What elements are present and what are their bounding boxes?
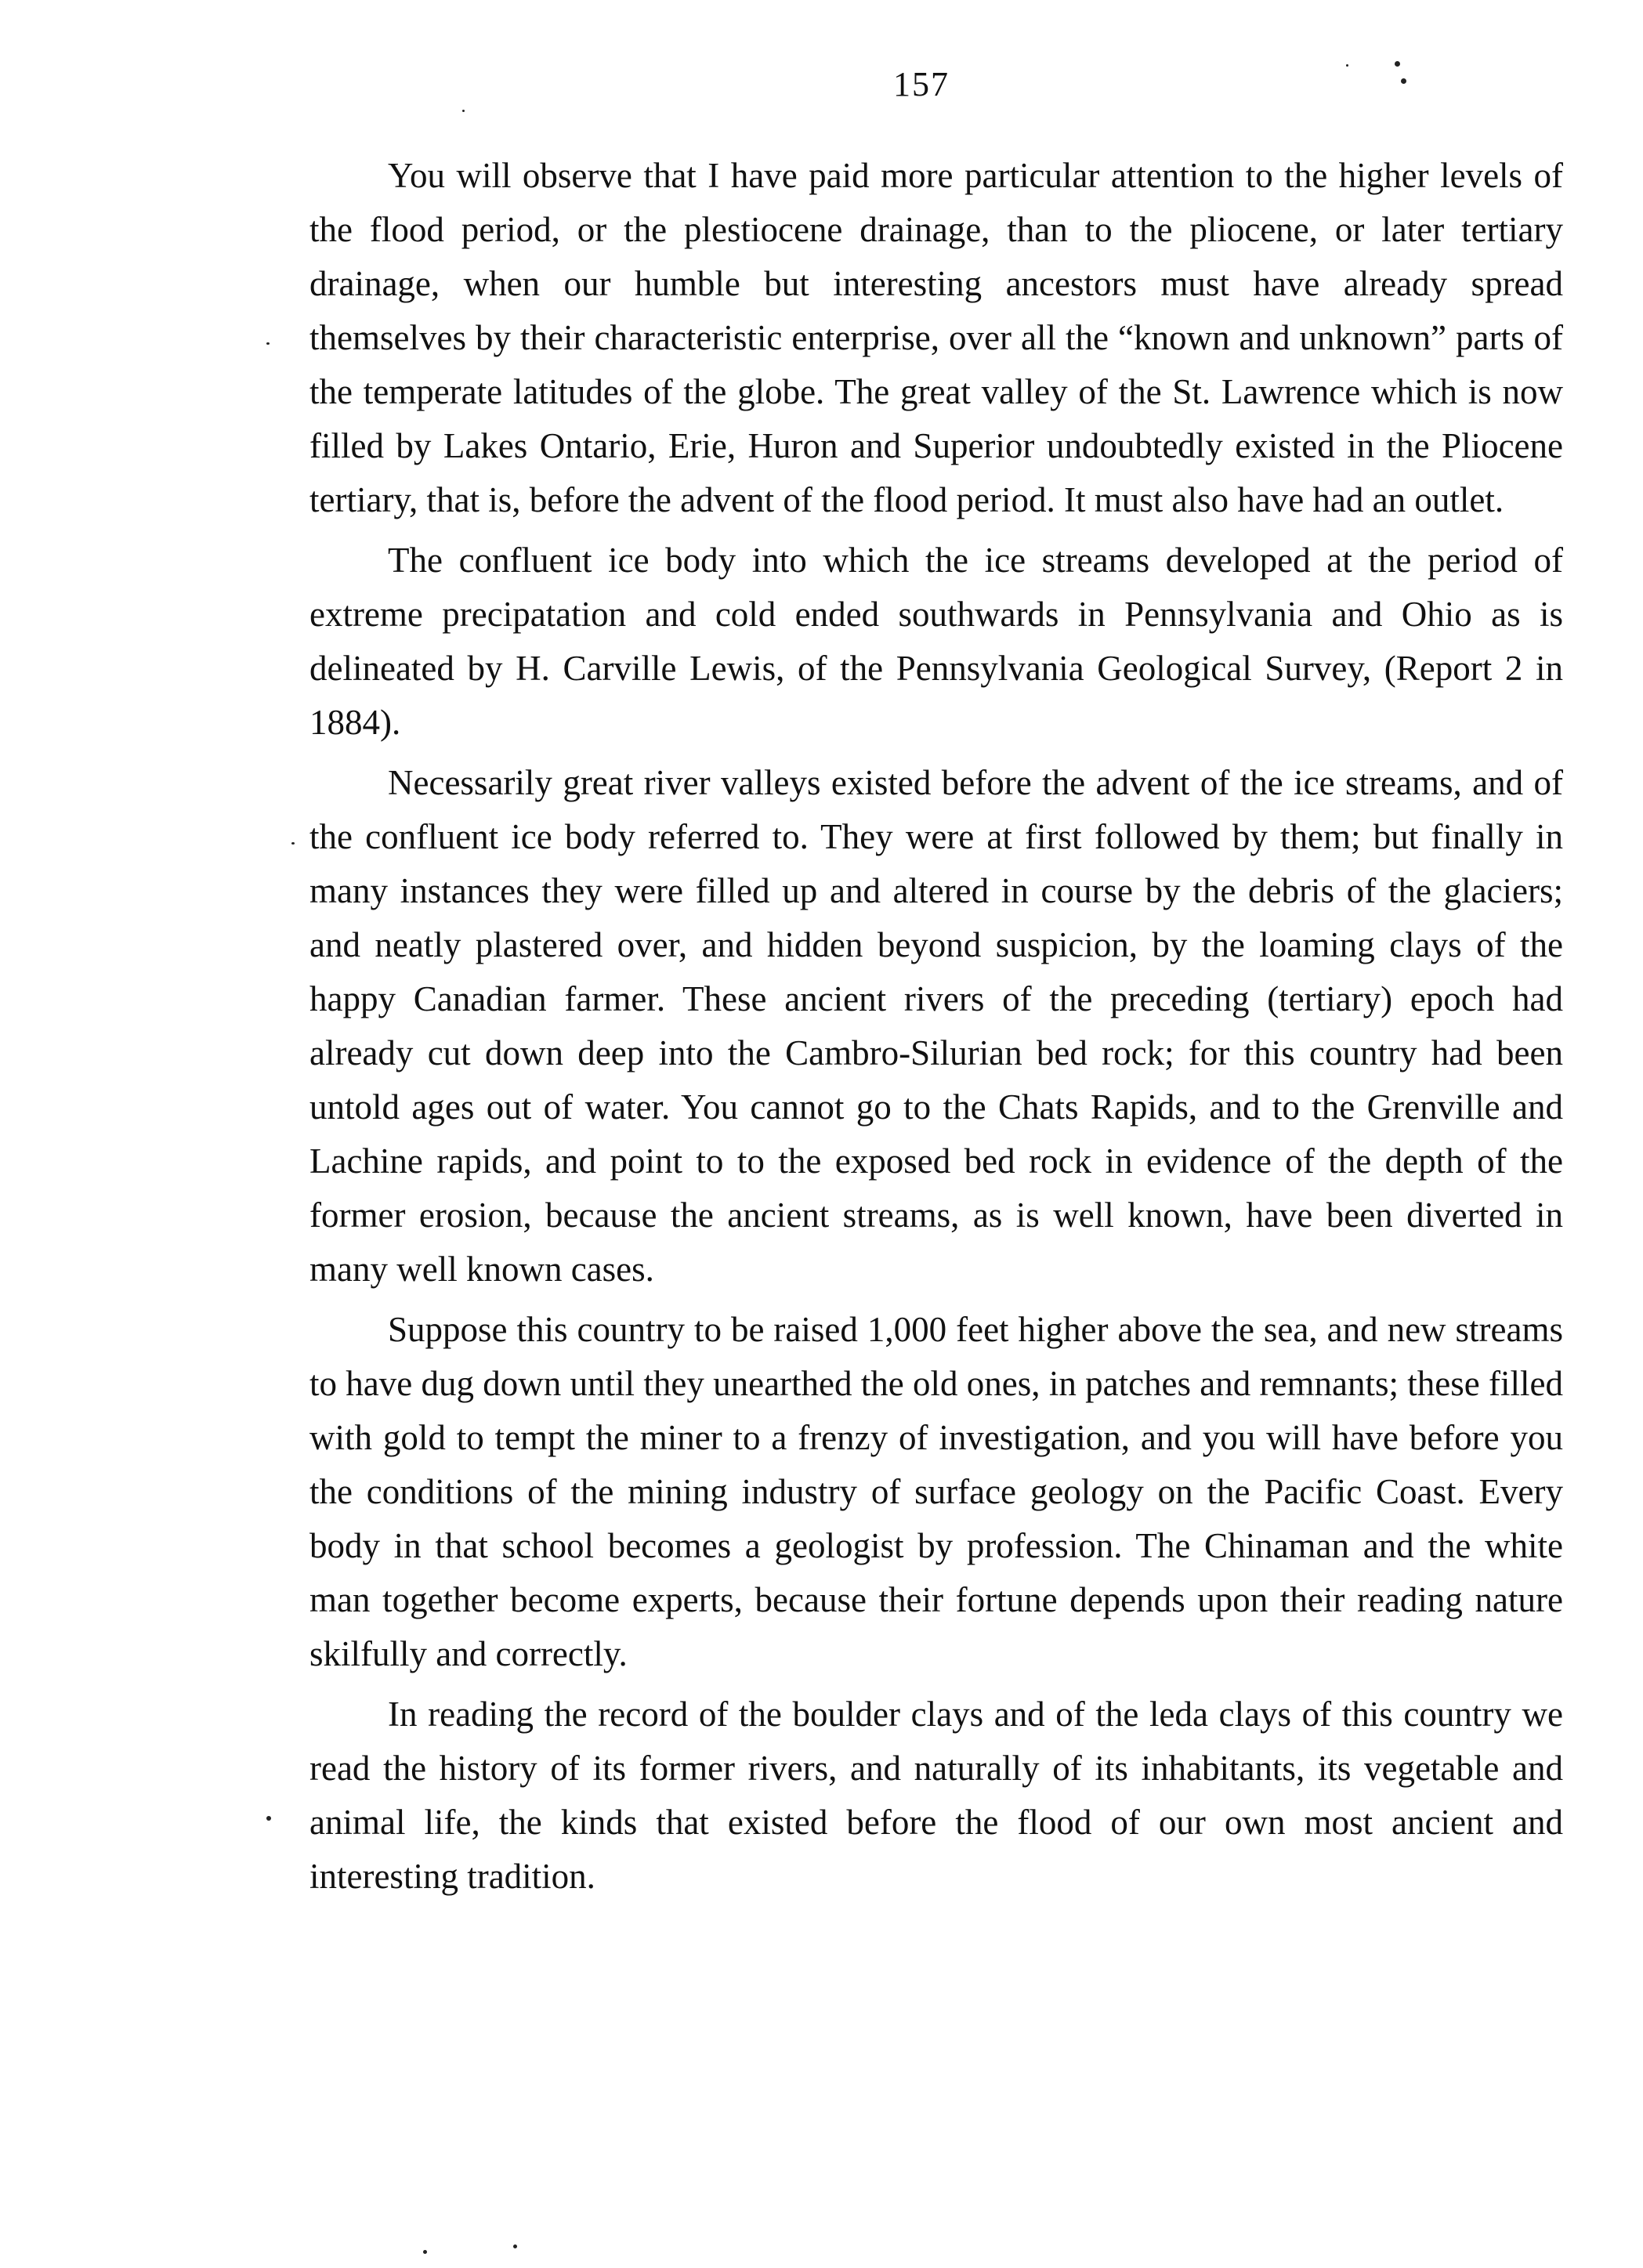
paragraph-5: In reading the record of the boulder clays and of the leda clays of this country we read the history of its former rivers, and naturally of its inhabitants, its vegetable and animal life, the kinds that existed before the flood of our own most ancient and interesting tradition. [309, 1695, 1563, 1896]
scan-speck [1346, 64, 1348, 67]
scan-speck [1401, 78, 1406, 84]
paragraph-4: Suppose this country to be raised 1,000 feet higher above the sea, and new streams to have dug down until they unearthed the old ones, in patches and remnants; these filled with gold to tempt the miner to a frenzy of investigation, and you will have before you the conditions of the mining industry of surface geology on the Pacific Coast. Every body in that school becomes a geologist by profession. The Chinaman and the white man together become experts, because their fortune depends upon their reading nature skilfully and correctly. [309, 1310, 1563, 1673]
paragraph-1: You will observe that I have paid more particular attention to the higher levels of the flood period, or the plestiocene drainage, than to the pliocene, or later tertiary drainage, when our humble but interesting ancestors must have already spread themselves by their characteristic enterprise, over all the “known and unknown” parts of the temperate latitudes of the globe. The great valley of the St. Lawrence which is now filled by Lakes Ontario, Erie, Huron and Superior undoubtedly existed in the Pliocene tertiary, that is, before the advent of the flood period. It must also have had an outlet. [309, 156, 1563, 519]
scan-speck [513, 2244, 517, 2248]
scan-speck [291, 842, 295, 845]
scan-speck [266, 1816, 271, 1821]
paragraph-3: Necessarily great river valleys existed before the advent of the ice streams, and of the confluent ice body referred to. They were at first followed by them; but finally in many instances they were filled up and altered in course by the debris of the glaciers; and neatly plastered over, and hidden beyond suspicion, by the loaming clays of the happy Canadian farmer. These ancient rivers of the preceding (tertiary) epoch had already cut down deep into the Cambro-Silurian bed rock; for this country had been untold ages out of water. You cannot go to the Chats Rapids, and to the Grenville and Lachine rapids, and point to to the exposed bed rock in evidence of the depth of the former erosion, because the ancient streams, as is well known, have been diverted in many well known cases. [309, 763, 1563, 1289]
paragraph-2: The confluent ice body into which the ice streams developed at the period of extreme precipatation and cold ended southwards in Pennsylvania and Ohio as is delineated by H. Carville Lewis, of the Pennsylvania Geological Survey, (Report 2 in 1884). [309, 541, 1563, 742]
scan-speck [462, 110, 465, 112]
body-text [309, 149, 1563, 1904]
scan-speck [1395, 61, 1400, 67]
page-number: 157 [893, 65, 950, 103]
scan-speck [423, 2250, 427, 2254]
scan-speck [266, 342, 270, 345]
